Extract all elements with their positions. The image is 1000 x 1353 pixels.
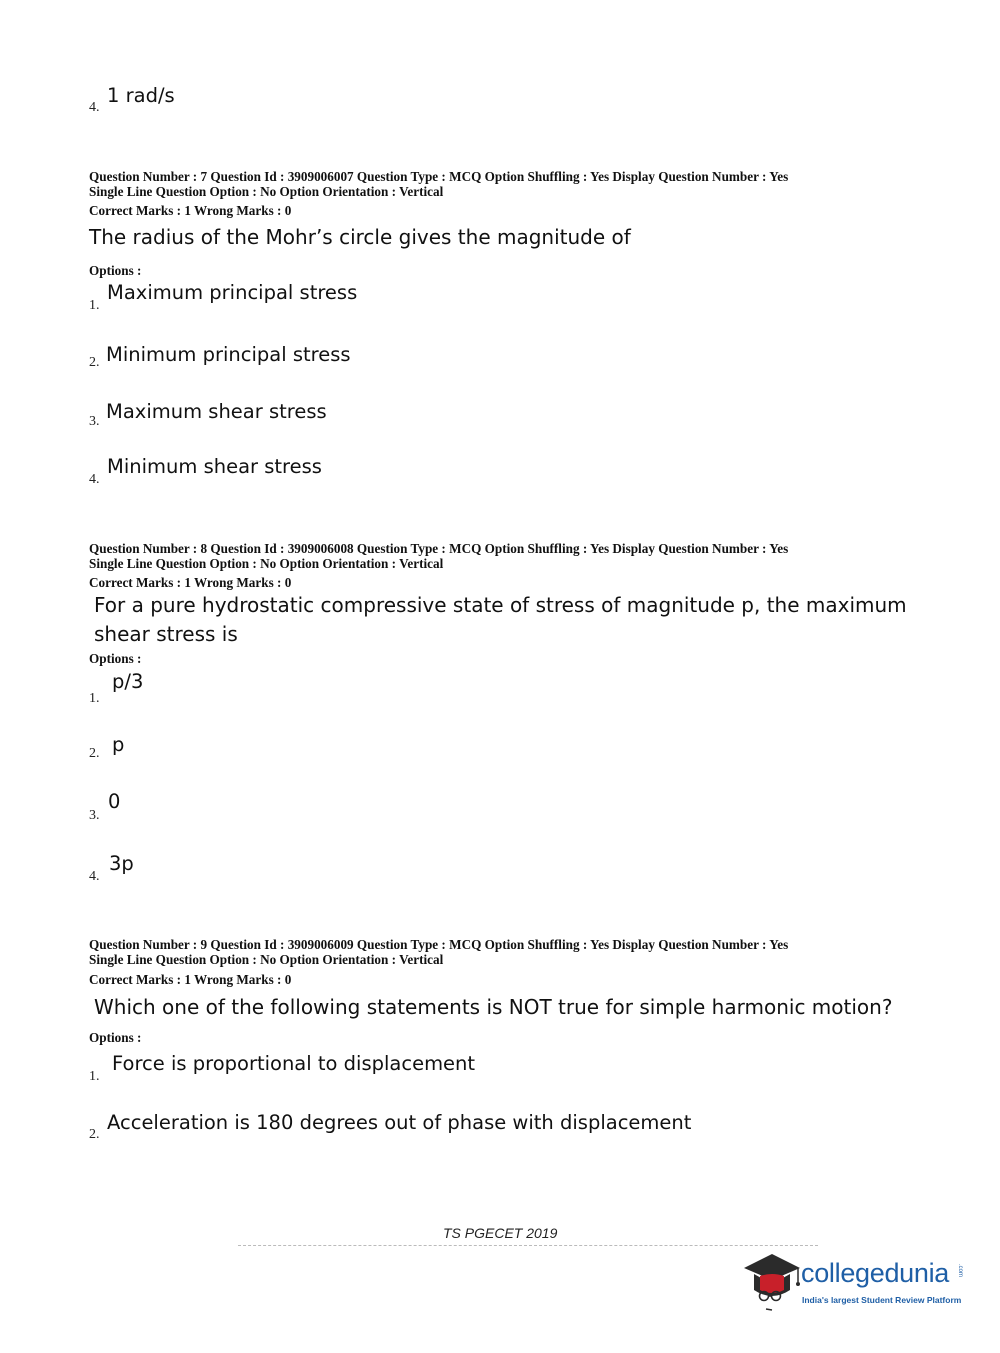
prev-option-number: 4. — [89, 100, 100, 115]
brand-tagline: India's largest Student Review Platform — [802, 1295, 962, 1305]
option-text[interactable]: Maximum principal stress — [107, 281, 358, 304]
option-number: 3. — [89, 414, 100, 429]
prev-option-text: 1 rad/s — [107, 84, 175, 107]
question-meta-line2: Single Line Question Option : No Option Orientation : Vertical — [89, 951, 444, 967]
option-number: 4. — [89, 869, 100, 884]
option-number: 2. — [89, 1127, 100, 1142]
option-text[interactable]: Force is proportional to displacement — [112, 1052, 476, 1075]
option-text[interactable]: Maximum shear stress — [106, 400, 327, 423]
question-marks: Correct Marks : 1 Wrong Marks : 0 — [89, 972, 292, 987]
footer-divider — [238, 1245, 818, 1246]
option-number: 1. — [89, 1069, 100, 1084]
option-text[interactable]: 3p — [109, 852, 134, 875]
question-meta-line2: Single Line Question Option : No Option Orientation : Vertical — [89, 183, 444, 199]
brand-name: collegedunia — [801, 1258, 950, 1288]
question-text-line2: shear stress is — [94, 622, 238, 646]
option-text[interactable]: 0 — [108, 790, 121, 813]
options-label: Options : — [89, 651, 142, 666]
brand-suffix: .com — [957, 1264, 963, 1278]
question-text: For a pure hydrostatic compressive state of stress of magnitude p, the maximum — [94, 593, 907, 617]
question-marks: Correct Marks : 1 Wrong Marks : 0 — [89, 575, 292, 590]
option-number: 2. — [89, 746, 100, 761]
footer-exam-name: TS PGECET 2019 — [443, 1225, 558, 1241]
option-number: 2. — [89, 355, 100, 370]
option-text[interactable]: p — [112, 733, 125, 756]
option-number: 3. — [89, 808, 100, 823]
options-label: Options : — [89, 263, 142, 278]
question-meta-line2: Single Line Question Option : No Option Orientation : Vertical — [89, 555, 444, 571]
collegedunia-logo[interactable] — [740, 1246, 970, 1316]
option-number: 4. — [89, 472, 100, 487]
question-meta-line1: Question Number : 8 Question Id : 3909006008 Question Type : MCQ Option Shuffling : Yes Display Question Number : Yes — [89, 541, 789, 556]
question-text: The radius of the Mohr’s circle gives the magnitude of — [89, 225, 631, 249]
option-number: 1. — [89, 691, 100, 706]
question-marks: Correct Marks : 1 Wrong Marks : 0 — [89, 203, 292, 218]
option-number: 1. — [89, 298, 100, 313]
question-meta-line1: Question Number : 9 Question Id : 3909006009 Question Type : MCQ Option Shuffling : Yes Display Question Number : Yes — [89, 937, 789, 952]
option-text[interactable]: Minimum principal stress — [106, 343, 351, 366]
option-text[interactable]: Acceleration is 180 degrees out of phase with displacement — [107, 1111, 692, 1134]
options-label: Options : — [89, 1030, 142, 1045]
graduate-cap-icon — [740, 1246, 804, 1312]
question-meta-line1: Question Number : 7 Question Id : 3909006007 Question Type : MCQ Option Shuffling : Yes Display Question Number : Yes — [89, 169, 789, 184]
question-text: Which one of the following statements is NOT true for simple harmonic motion? — [94, 995, 893, 1019]
option-text[interactable]: p/3 — [112, 670, 144, 693]
option-text[interactable]: Minimum shear stress — [107, 455, 322, 478]
